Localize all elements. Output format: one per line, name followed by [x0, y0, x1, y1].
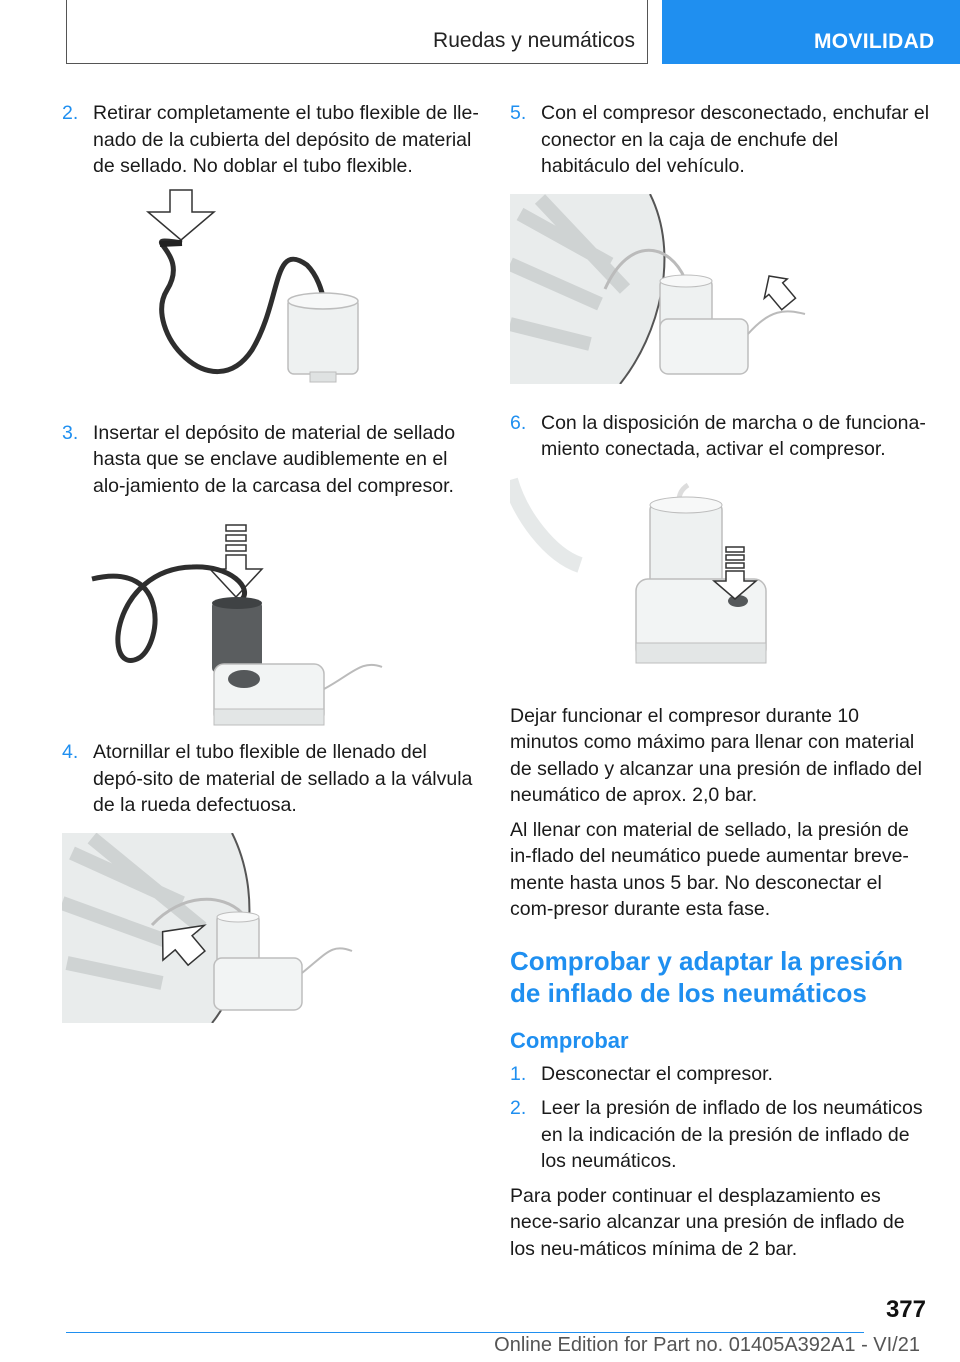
step-number: 6. [510, 411, 527, 434]
step-4 [62, 739, 480, 819]
header-section-box [66, 0, 648, 64]
figure-hose-to-valve [62, 833, 480, 1023]
step-text: Desconectar el compresor. [541, 1062, 773, 1085]
step-5 [510, 100, 930, 180]
step-number: 3. [62, 421, 79, 444]
step-3 [62, 420, 480, 500]
step-text: Con la disposición de marcha o de funciona-miento conectada, activar el compresor. [541, 411, 926, 460]
step-number: 1. [510, 1062, 527, 1085]
section-title: Ruedas y neumáticos [433, 29, 635, 52]
page-number: 377 [885, 1296, 926, 1323]
header-chapter-tab[interactable] [662, 0, 960, 64]
step-number: 2. [62, 102, 79, 124]
figure-hose-removal [62, 180, 480, 400]
step-text: Insertar el depósito de material de sellado hasta que se enclave audiblemente en el alo-jamiento de la carcasa del compresor. [93, 421, 456, 497]
step-text: Leer la presión de inflado de los neumáticos en la indicación de la presión de inflado de los neumáticos. [541, 1097, 923, 1172]
figure-activate-compressor [510, 475, 930, 675]
section-heading: Comprobar y adaptar la presión de inflado de los neumáticos [510, 945, 903, 1008]
step-2 [62, 100, 480, 180]
footer-divider [66, 1332, 864, 1333]
subsection-heading: Comprobar [510, 1027, 629, 1053]
step-6 [510, 410, 930, 463]
step-number: 4. [62, 741, 79, 763]
right-column [510, 100, 930, 1270]
step-text: Retirar completamente el tubo flexible de lle-nado de la cubierta del depósito de material de sellado. No doblar el tubo flexible. [93, 102, 479, 177]
paragraph-compressor-time: Dejar funcionar el compresor durante 10 minutos como máximo para llenar con material de sellado y alcanzar una presión de inflado del neumático de aprox. 2,0 bar. [510, 704, 922, 806]
check-step-2 [510, 1095, 930, 1175]
step-text: Atornillar el tubo flexible de llenado del depó-sito de material de sellado a la válvula de la rueda defectuosa. [93, 741, 473, 816]
chapter-title: MOVILIDAD [814, 30, 935, 53]
figure-connector-plug [510, 194, 930, 384]
figure-insert-container [62, 499, 480, 729]
left-column [62, 100, 480, 1023]
step-number: 2. [510, 1097, 527, 1119]
step-number: 5. [510, 102, 527, 124]
check-step-1 [510, 1061, 930, 1088]
paragraph-pressure-rise: Al llenar con material de sellado, la presión de in-flado del neumático puede aumentar breve-mente hasta unos 5 bar. No desconectar el com-presor durante esta fase. [510, 818, 909, 920]
footer-edition: Online Edition for Part no. 01405A392A1 - VI/21 [494, 1334, 920, 1356]
paragraph-min-pressure: Para poder continuar el desplazamiento es nece-sario alcanzar una presión de inflado de los neu-máticos mínima de 2 bar. [510, 1184, 905, 1260]
step-text: Con el compresor desconectado, enchufar el conector en la caja de enchufe del habitáculo del vehículo. [541, 102, 930, 177]
